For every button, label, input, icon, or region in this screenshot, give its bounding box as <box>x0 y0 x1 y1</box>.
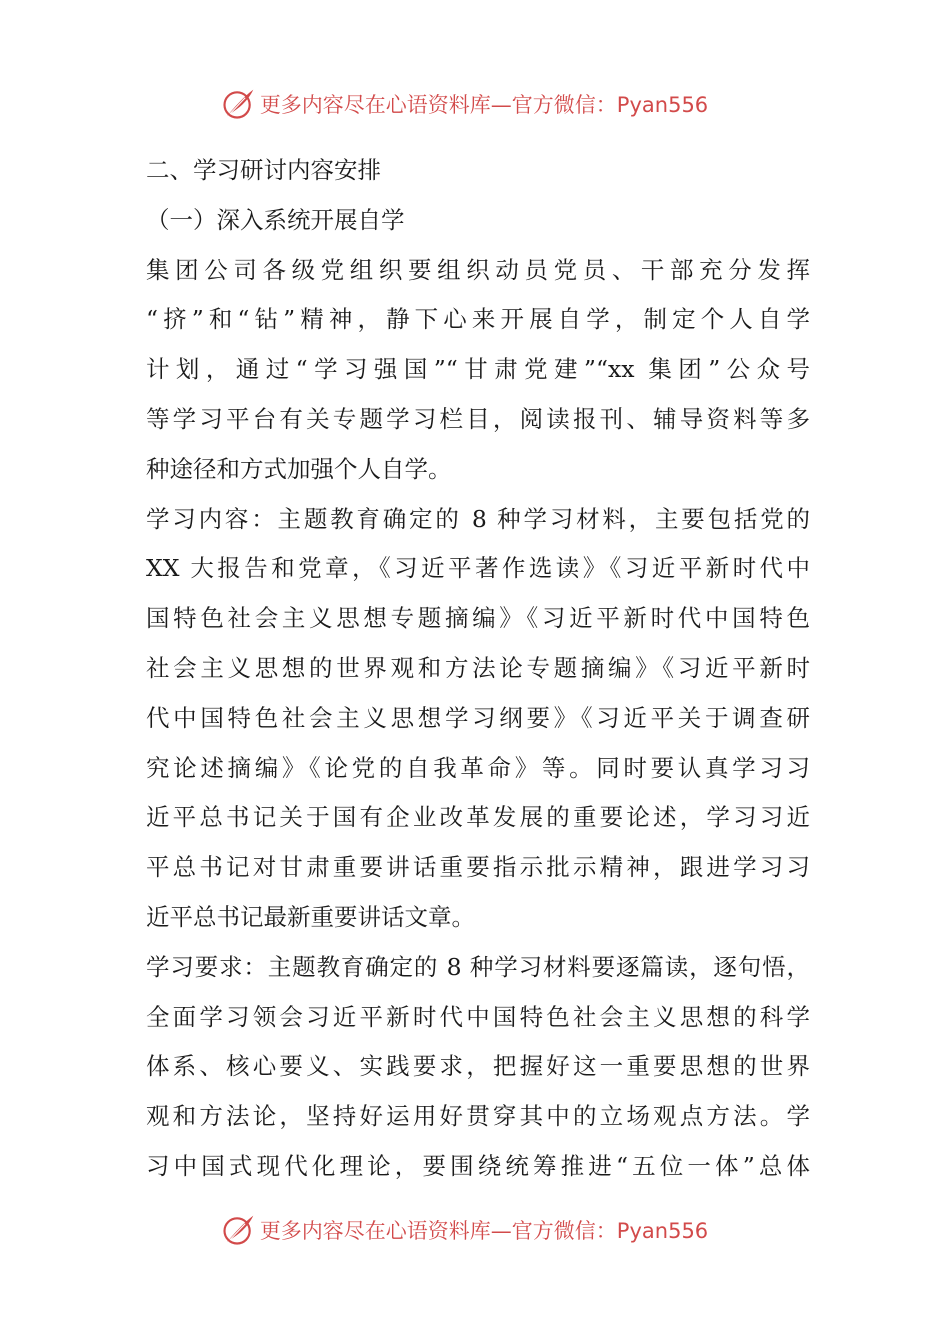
paragraph-line: 国特色社会主义思想专题摘编》《习近平新时代中国特色 <box>146 604 810 633</box>
paragraph-line: 全面学习领会习近平新时代中国特色社会主义思想的科学 <box>146 1002 810 1031</box>
banner-text: 更多内容尽在心语资料库—官方微信：Pyan556 <box>259 1219 709 1243</box>
paragraph-line: XX 大报告和党章，《习近平著作选读》《习近平新时代中 <box>146 554 810 583</box>
paragraph-line: 种途径和方式加强个人自学。 <box>146 454 452 483</box>
subsection-heading: （一）深入系统开展自学 <box>146 205 405 234</box>
quill-pen-logo-icon <box>220 86 256 122</box>
paragraph-line: 习中国式现代化理论，要围绕统筹推进“五位一体”总体 <box>146 1151 810 1180</box>
paragraph-line: 集团公司各级党组织要组织动员党员、干部充分发挥 <box>146 255 810 284</box>
paragraph-line: 学习要求：主题教育确定的 8 种学习材料要逐篇读，逐句悟， <box>146 952 810 981</box>
footer-banner <box>0 1210 950 1250</box>
paragraph-line: 观和方法论，坚持好运用好贯穿其中的立场观点方法。学 <box>146 1102 810 1131</box>
paragraph-line: 体系、核心要义、实践要求，把握好这一重要思想的世界 <box>146 1052 810 1081</box>
paragraph-line: 平总书记对甘肃重要讲话重要指示批示精神，跟进学习习 <box>146 853 810 882</box>
section-heading: 二、学习研讨内容安排 <box>146 156 381 184</box>
paragraph-line: 近平总书记关于国有企业改革发展的重要论述，学习习近 <box>146 803 810 832</box>
paragraph-line: 究论述摘编》《论党的自我革命》等。同时要认真学习习 <box>146 753 810 782</box>
document-body <box>146 146 810 1192</box>
paragraph-line: 代中国特色社会主义思想学习纲要》《习近平关于调查研 <box>146 703 810 732</box>
quill-pen-logo-icon <box>220 1212 256 1248</box>
paragraph-line: 近平总书记最新重要讲话文章。 <box>146 902 475 931</box>
paragraph-line: “挤”和“钻”精神，静下心来开展自学，制定个人自学 <box>146 305 810 334</box>
paragraph-line: 等学习平台有关专题学习栏目，阅读报刊、辅导资料等多 <box>146 404 810 433</box>
paragraph-line: 社会主义思想的世界观和方法论专题摘编》《习近平新时 <box>146 653 810 682</box>
banner-text: 更多内容尽在心语资料库—官方微信：Pyan556 <box>259 93 709 117</box>
paragraph-line: 学习内容：主题教育确定的 8 种学习材料，主要包括党的 <box>146 504 810 533</box>
header-banner <box>0 84 950 124</box>
paragraph-line: 计划，通过“学习强国”“甘肃党建”“xx 集团”公众号 <box>146 355 810 384</box>
